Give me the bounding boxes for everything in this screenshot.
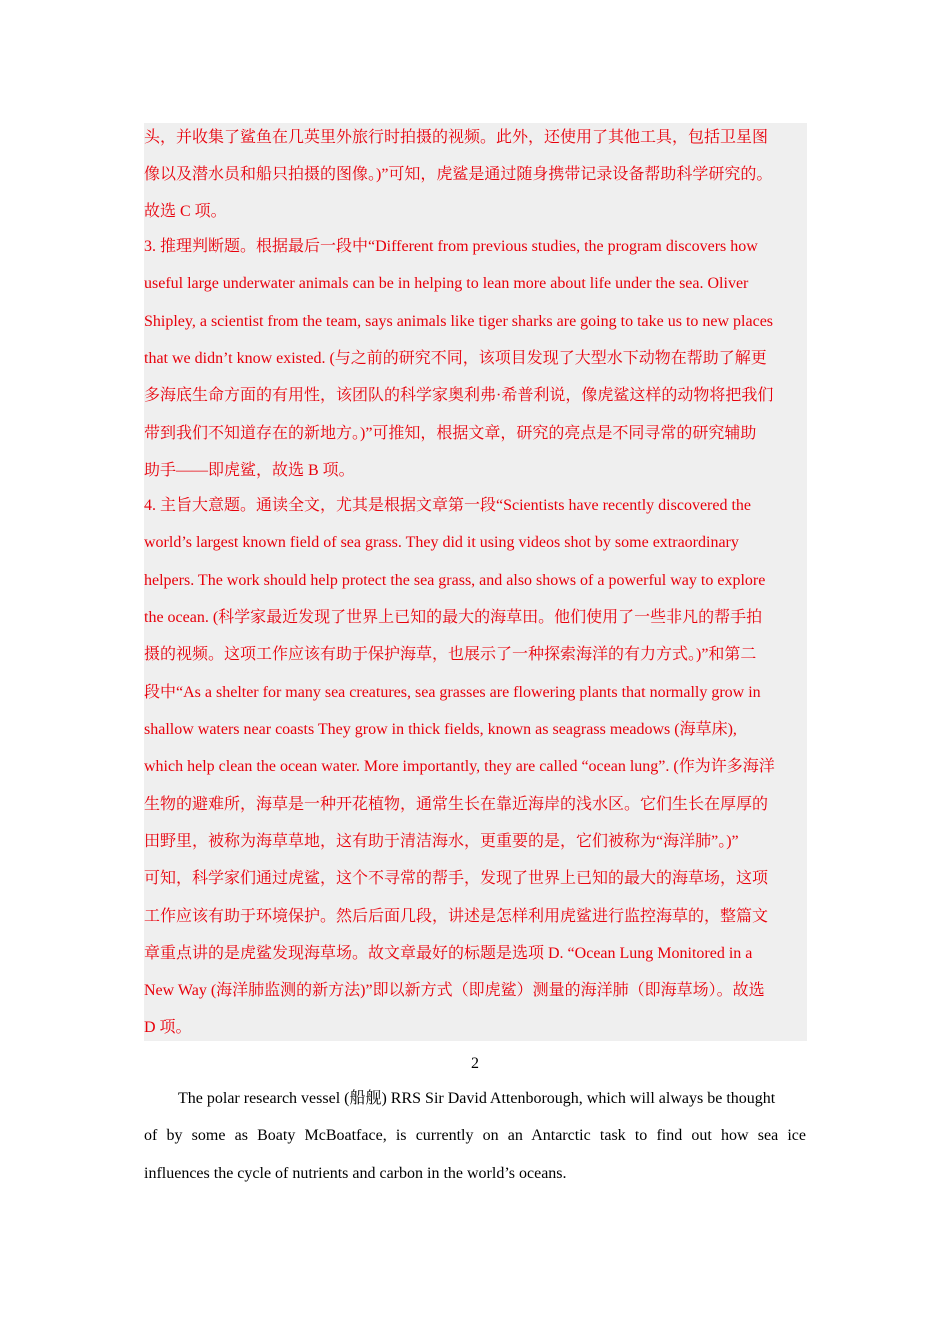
- answer-line: New Way (海洋肺监测的新方法)”即以新方式（即虎鲨）测量的海洋肺（即海草场）。故选: [144, 982, 765, 999]
- answer-explanation-box: [144, 123, 807, 1041]
- answer-line: 摄的视频。这项工作应该有助于保护海草，也展示了一种探索海洋的有力方式。)”和第二: [144, 646, 757, 663]
- answer-line: 章重点讲的是虎鲨发现海草场。故文章最好的标题是选项 D. “Ocean Lung Monitored in a: [144, 945, 753, 962]
- answer-line: 工作应该有助于环境保护。然后后面几段，讲述是怎样利用虎鲨进行监控海草的，整篇文: [144, 908, 769, 925]
- passage-line: The polar research vessel (船舰) RRS Sir David Attenborough, which will always be thought: [178, 1090, 776, 1107]
- answer-line: 多海底生命方面的有用性，该团队的科学家奥利弗·希普利说，像虎鲨这样的动物将把我们: [144, 387, 774, 404]
- answer-line: helpers. The work should help protect the sea grass, and also shows of a powerful way to explore: [144, 572, 766, 589]
- passage-line: of by some as Boaty McBoatface, is currently on an Antarctic task to find out how sea ice: [144, 1127, 806, 1144]
- answer-line: 生物的避难所，海草是一种开花植物，通常生长在靠近海岸的浅水区。它们生长在厚厚的: [144, 796, 769, 813]
- answer-line: 助手——即虎鲨，故选 B 项。: [144, 462, 355, 479]
- answer-line: 4. 主旨大意题。通读全文，尤其是根据文章第一段“Scientists have recently discovered the: [144, 497, 752, 514]
- answer-line: which help clean the ocean water. More importantly, they are called “ocean lung”. (作为许多海洋: [144, 758, 775, 775]
- answer-line: 故选 C 项。: [144, 203, 227, 220]
- answer-line: 田野里，被称为海草草地，这有助于清洁海水，更重要的是，它们被称为“海洋肺”。)”: [144, 833, 739, 850]
- answer-line: 带到我们不知道存在的新地方。)”可推知，根据文章，研究的亮点是不同寻常的研究辅助: [144, 425, 757, 442]
- answer-line: 3. 推理判断题。根据最后一段中“Different from previous studies, the program discovers how: [144, 238, 758, 255]
- answer-line: D 项。: [144, 1019, 192, 1036]
- answer-line: 头，并收集了鲨鱼在几英里外旅行时拍摄的视频。此外，还使用了其他工具，包括卫星图: [144, 129, 769, 146]
- answer-line: useful large underwater animals can be in helping to lean more about life under the sea. Oliver: [144, 275, 749, 292]
- answer-line: 可知，科学家们通过虎鲨，这个不寻常的帮手，发现了世界上已知的最大的海草场，这项: [144, 870, 769, 887]
- passage-line: influences the cycle of nutrients and carbon in the world’s oceans.: [144, 1165, 567, 1182]
- answer-line: 像以及潜水员和船只拍摄的图像。)”可知，虎鲨是通过随身携带记录设备帮助科学研究的。: [144, 166, 773, 183]
- answer-line: shallow waters near coasts They grow in thick fields, known as seagrass meadows (海草床),: [144, 721, 737, 738]
- answer-line: 段中“As a shelter for many sea creatures, sea grasses are flowering plants that normally grow in: [144, 684, 761, 701]
- passage-number: 2: [471, 1055, 479, 1072]
- answer-line: Shipley, a scientist from the team, says animals like tiger sharks are going to take us to new places: [144, 313, 774, 330]
- answer-line: world’s largest known field of sea grass. They did it using videos shot by some extraordinary: [144, 534, 739, 551]
- answer-line: that we didn’t know existed. (与之前的研究不同，该项目发现了大型水下动物在帮助了解更: [144, 350, 767, 367]
- answer-line: the ocean. (科学家最近发现了世界上已知的最大的海草田。他们使用了一些非凡的帮手拍: [144, 609, 763, 626]
